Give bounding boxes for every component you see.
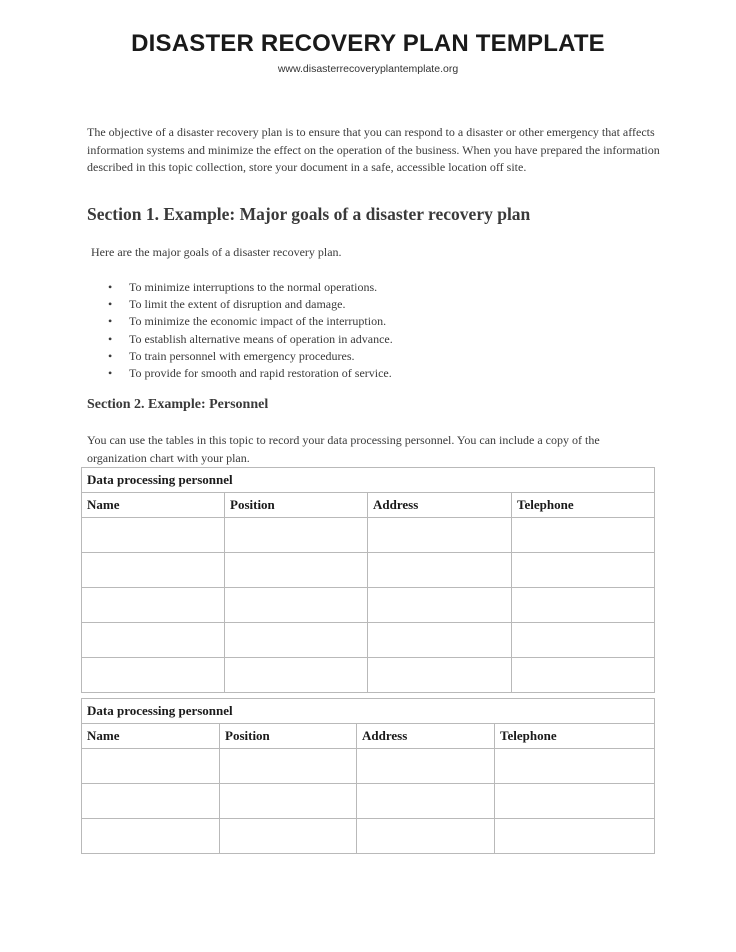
- name-cell[interactable]: [82, 553, 225, 588]
- telephone-cell[interactable]: [512, 553, 655, 588]
- table-row: [82, 658, 655, 693]
- bullet-icon: •: [108, 348, 113, 363]
- table-row: [82, 553, 655, 588]
- document-title: DISASTER RECOVERY PLAN TEMPLATE: [131, 30, 605, 57]
- name-cell[interactable]: [82, 518, 225, 553]
- table-header-row: [82, 493, 655, 518]
- table-caption: Data processing personnel: [82, 699, 655, 724]
- position-cell[interactable]: [220, 749, 357, 784]
- table-row: [82, 518, 655, 553]
- position-cell[interactable]: [225, 588, 368, 623]
- position-cell[interactable]: [225, 658, 368, 693]
- goal-item: [107, 348, 393, 365]
- bullet-icon: •: [108, 297, 113, 312]
- address-cell[interactable]: [357, 749, 495, 784]
- name-cell[interactable]: [82, 658, 225, 693]
- position-cell[interactable]: [225, 518, 368, 553]
- goal-text: To limit the extent of disruption and damage.: [129, 297, 346, 312]
- position-cell[interactable]: [225, 553, 368, 588]
- column-header-address: Address: [368, 493, 512, 518]
- bullet-icon: •: [108, 280, 113, 294]
- goals-intro: Here are the major goals of a disaster recovery plan.: [91, 245, 342, 259]
- column-header-telephone: Telephone: [495, 724, 655, 749]
- goal-item: [107, 279, 393, 296]
- bullet-icon: •: [108, 314, 113, 329]
- personnel-table-2: [81, 698, 655, 854]
- table-row: [82, 749, 655, 784]
- goal-item: [107, 313, 393, 330]
- personnel-intro: You can use the tables in this topic to record your data processing personnel. You can include a copy of the organization chart with your plan.: [87, 433, 600, 465]
- bullet-icon: •: [108, 331, 113, 346]
- goal-text: To provide for smooth and rapid restoration of service.: [129, 366, 392, 381]
- table-row: [82, 819, 655, 854]
- table-row: [82, 784, 655, 819]
- telephone-cell[interactable]: [512, 623, 655, 658]
- personnel-table-1: [81, 467, 655, 693]
- section-2-heading: Section 2. Example: Personnel: [87, 397, 269, 412]
- table-row: [82, 623, 655, 658]
- name-cell[interactable]: [82, 749, 220, 784]
- goals-list: [107, 279, 393, 382]
- table-row: [82, 588, 655, 623]
- address-cell[interactable]: [357, 819, 495, 854]
- position-cell[interactable]: [220, 784, 357, 819]
- position-cell[interactable]: [220, 819, 357, 854]
- name-cell[interactable]: [82, 588, 225, 623]
- column-header-telephone: Telephone: [512, 493, 655, 518]
- bullet-icon: •: [108, 366, 113, 381]
- name-cell[interactable]: [82, 819, 220, 854]
- address-cell[interactable]: [357, 784, 495, 819]
- column-header-position: Position: [220, 724, 357, 749]
- telephone-cell[interactable]: [495, 784, 655, 819]
- column-header-name: Name: [82, 724, 220, 749]
- table-caption: Data processing personnel: [82, 468, 655, 493]
- goal-item: [107, 365, 393, 382]
- website-url: www.disasterrecoveryplantemplate.org: [277, 63, 459, 75]
- goal-text: To train personnel with emergency procedures.: [129, 348, 355, 363]
- telephone-cell[interactable]: [495, 749, 655, 784]
- column-header-position: Position: [225, 493, 368, 518]
- goal-text: To establish alternative means of operation in advance.: [129, 331, 393, 346]
- section-1-heading: Section 1. Example: Major goals of a disaster recovery plan: [87, 204, 531, 224]
- address-cell[interactable]: [368, 553, 512, 588]
- table-caption-row: [82, 699, 655, 724]
- column-header-name: Name: [82, 493, 225, 518]
- table-caption-row: [82, 468, 655, 493]
- name-cell[interactable]: [82, 623, 225, 658]
- name-cell[interactable]: [82, 784, 220, 819]
- address-cell[interactable]: [368, 658, 512, 693]
- address-cell[interactable]: [368, 518, 512, 553]
- goal-text: To minimize the economic impact of the interruption.: [129, 314, 387, 329]
- column-header-address: Address: [357, 724, 495, 749]
- table-header-row: [82, 724, 655, 749]
- position-cell[interactable]: [225, 623, 368, 658]
- telephone-cell[interactable]: [512, 518, 655, 553]
- telephone-cell[interactable]: [512, 588, 655, 623]
- address-cell[interactable]: [368, 588, 512, 623]
- address-cell[interactable]: [368, 623, 512, 658]
- telephone-cell[interactable]: [512, 658, 655, 693]
- goal-item: [107, 331, 393, 348]
- goal-item: [107, 296, 393, 313]
- telephone-cell[interactable]: [495, 819, 655, 854]
- intro-paragraph: The objective of a disaster recovery plan is to ensure that you can respond to a disaster or other emergency that affects information systems and minimize the effect on the operation of the business. When you have prepared the information described in this topic collection, store your document in a safe, accessible location off site.: [87, 125, 660, 174]
- goal-text: To minimize interruptions to the normal operations.: [129, 280, 378, 294]
